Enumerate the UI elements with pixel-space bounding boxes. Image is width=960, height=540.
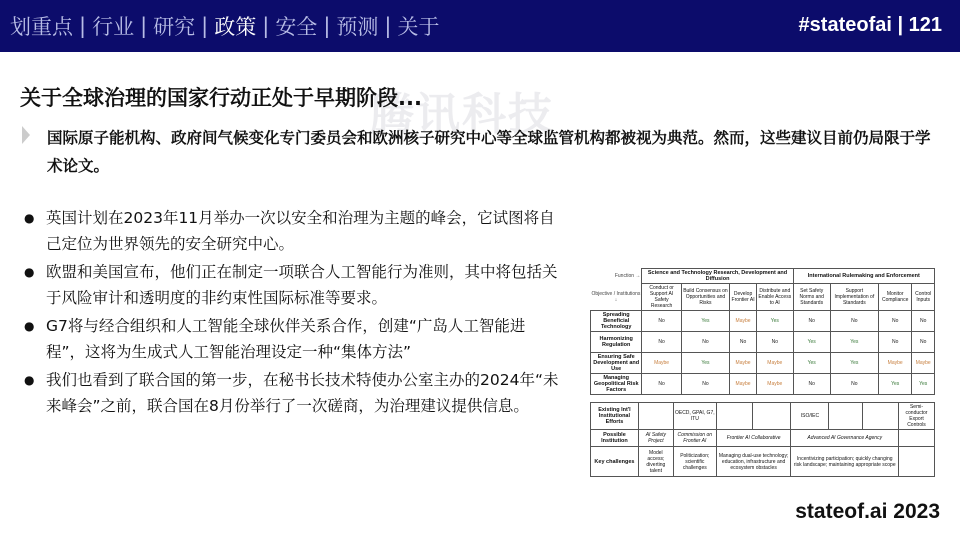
column-header: Monitor Compliance <box>878 284 911 311</box>
table-cell <box>863 403 899 430</box>
bullet-list <box>24 205 564 421</box>
table-cell: No <box>830 311 878 332</box>
table-row <box>591 311 935 332</box>
table-row <box>591 332 935 353</box>
table-cell: Yes <box>681 353 729 374</box>
column-header: Conduct or Support AI Safety Research <box>642 284 681 311</box>
function-label: Function → <box>614 273 641 279</box>
row-label: Managing Geopolitical Risk Factors <box>591 374 642 395</box>
table-cell: ISO/IEC <box>791 403 829 430</box>
table-cell: Maybe <box>730 353 757 374</box>
table-cell: No <box>878 311 911 332</box>
nav-separator: | <box>384 14 392 38</box>
governance-table <box>590 268 935 395</box>
table-cell: Model access; diverting talent <box>638 447 673 477</box>
table-cell: Yes <box>793 353 830 374</box>
table-cell <box>899 430 935 447</box>
table-cell: Yes <box>912 374 935 395</box>
table-cell: No <box>912 332 935 353</box>
table-row <box>591 374 935 395</box>
table-cell: Semi-conductor Export Controls <box>899 403 935 430</box>
institution: Frontier AI Collaborative <box>726 435 781 441</box>
arrow-icon <box>22 126 30 144</box>
slide-tag: #stateofai | 121 <box>798 14 942 36</box>
nav-item-highlights[interactable]: 划重点 <box>10 15 73 39</box>
table-cell: No <box>681 332 729 353</box>
table-cell: Maybe <box>730 311 757 332</box>
table-cell <box>716 430 791 447</box>
bullet-item: ● 英国计划在2023年11月举办一次以安全和治理为主题的峰会，它试图将自己定位为世界领先的安全研究中心。 <box>24 205 564 257</box>
table-cell: Politicization; scientific challenges <box>673 447 716 477</box>
column-header: Control Inputs <box>912 284 935 311</box>
nav-item-industry[interactable]: 行业 <box>92 15 135 39</box>
table-cell: Incentivizing participation; quickly changing risk landscape; maintaining appropriate scope <box>791 447 899 477</box>
table-cell: OECD, GPAI, G7, ITU <box>673 403 716 430</box>
table-row <box>591 353 935 374</box>
institutions-table <box>590 402 935 477</box>
table-cell <box>752 403 791 430</box>
footer-brand: stateof.ai 2023 <box>795 500 940 523</box>
row-label: Ensuring Safe Development and Use <box>591 353 642 374</box>
table-cell: Maybe <box>642 353 681 374</box>
table-cell <box>716 403 752 430</box>
bullet-item: ● 我们也看到了联合国的第一步，在秘书长技术特使办公室主办的2024年“未来峰会”之前，联合国在8月份举行了一次磋商，为治理建议提供信息。 <box>24 367 564 419</box>
table-cell: No <box>793 311 830 332</box>
row-label: Spreading Beneficial Technology <box>591 311 642 332</box>
group-header: Science and Technology Research, Development and Diffusion <box>642 269 793 284</box>
table-cell: Managing dual-use technology; education, infrastructure and ecosystem obstacles <box>716 447 791 477</box>
table-cell <box>899 447 935 477</box>
table-cell <box>638 403 673 430</box>
watermark: 腾讯科技 <box>370 89 554 140</box>
table-cell: Yes <box>681 311 729 332</box>
nav-separator: | <box>262 14 270 38</box>
table-cell <box>673 430 716 447</box>
institution: Advanced AI Governance Agency <box>807 435 883 441</box>
institution: Commission on Frontier AI <box>677 432 713 444</box>
nav-separator: | <box>140 14 148 38</box>
nav-separator: | <box>201 14 209 38</box>
nav-item-safety[interactable]: 安全 <box>275 15 318 39</box>
table-cell: No <box>642 374 681 395</box>
nav-item-policy[interactable]: 政策 <box>214 15 257 39</box>
bullet-item: ● G7将与经合组织和人工智能全球伙伴关系合作，创建“广岛人工智能进程”，这将为生成式人工智能治理设定一种“集体方法” <box>24 313 564 365</box>
table-cell <box>791 430 899 447</box>
table-cell: No <box>757 332 794 353</box>
table-cell: No <box>830 374 878 395</box>
table-cell: Maybe <box>912 353 935 374</box>
slide-title: 关于全球治理的国家行动正处于早期阶段... <box>20 86 422 110</box>
objective-label: Objective / Institutions ↓ <box>591 290 641 303</box>
table-cell: No <box>642 332 681 353</box>
row-label: Existing Int'l Institutional Efforts <box>591 403 639 430</box>
nav-item-research[interactable]: 研究 <box>153 15 196 39</box>
table-cell <box>638 430 673 447</box>
table-cell: No <box>878 332 911 353</box>
group-header: International Rulemaking and Enforcement <box>793 269 934 284</box>
table-cell: No <box>681 374 729 395</box>
table-cell: Maybe <box>878 353 911 374</box>
row-label: Harmonizing Regulation <box>591 332 642 353</box>
table-cell: Yes <box>830 332 878 353</box>
column-header: Distribute and Enable Access to AI <box>757 284 794 311</box>
bullet-item: ● 欧盟和美国宣布，他们正在制定一项联合人工智能行为准则，其中将包括关于风险审计和透明度的非约束性国际标准等要求。 <box>24 259 564 311</box>
column-header: Build Consensus on Opportunities and Risks <box>681 284 729 311</box>
nav-separator: | <box>79 14 87 38</box>
column-header: Support Implementation of Standards <box>830 284 878 311</box>
table-cell: Yes <box>757 311 794 332</box>
table-cell: Maybe <box>730 374 757 395</box>
column-header: Develop Frontier AI <box>730 284 757 311</box>
nav-item-about[interactable]: 关于 <box>397 15 440 39</box>
lead-text: 国际原子能机构、政府间气候变化专门委员会和欧洲核子研究中心等全球监管机构都被视为典范。然而，这些建议目前仍局限于学术论文。 <box>47 129 931 175</box>
table-cell: No <box>912 311 935 332</box>
row-label: Possible Institution <box>591 430 639 447</box>
table-cell: No <box>642 311 681 332</box>
nav-separator: | <box>323 14 331 38</box>
table-cell <box>829 403 863 430</box>
table-cell: Yes <box>878 374 911 395</box>
column-header: Set Safety Norms and Standards <box>793 284 830 311</box>
table-cell: Yes <box>793 332 830 353</box>
table-cell: No <box>730 332 757 353</box>
row-label: Key challenges <box>591 447 639 477</box>
table-cell: Yes <box>830 353 878 374</box>
nav-item-predictions[interactable]: 预测 <box>336 15 379 39</box>
table-cell: Maybe <box>757 374 794 395</box>
table-cell: Maybe <box>757 353 794 374</box>
institution: AI Safety Project <box>645 432 667 444</box>
table-cell: No <box>793 374 830 395</box>
